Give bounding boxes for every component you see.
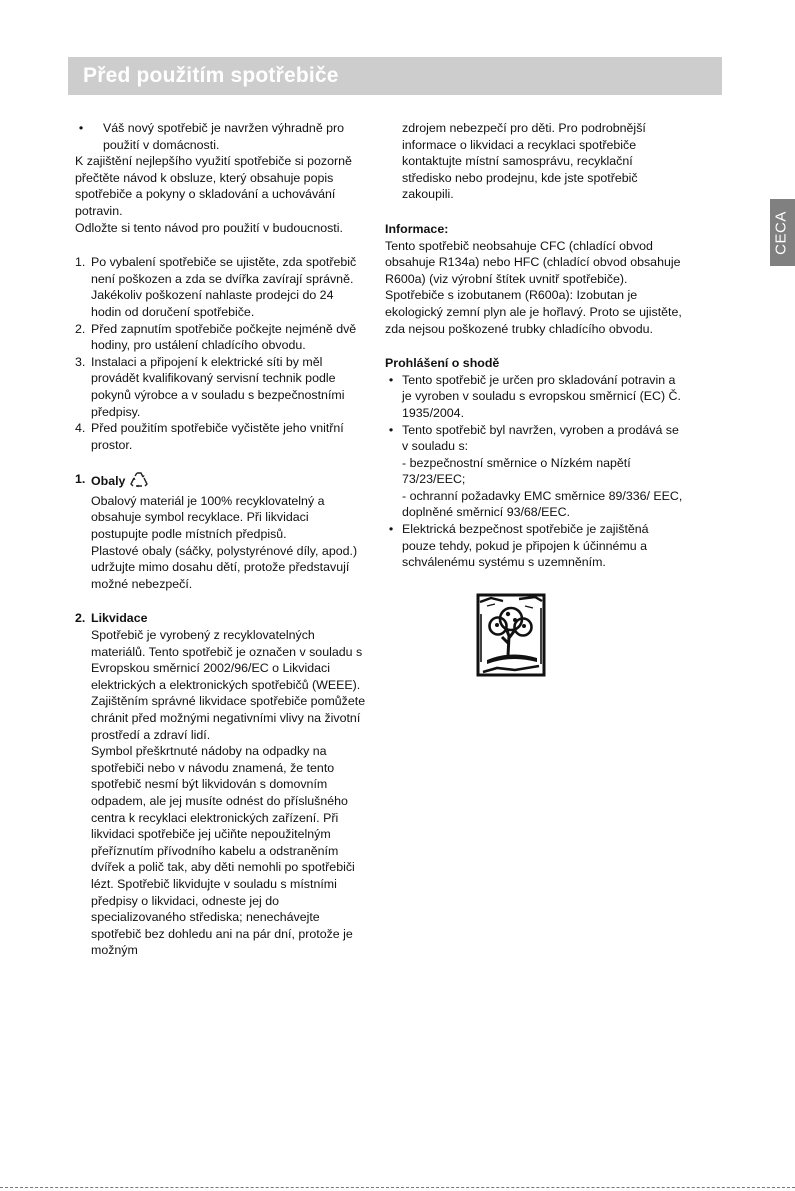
prohlaseni-item-text: Elektrická bezpečnost spotřebiče je zajištěná pouze tehdy, pokud je připojen k účinnému a schválenému systému s uzemněním. — [402, 522, 649, 570]
right-column — [385, 120, 685, 571]
obaly-heading: Obaly — [91, 474, 126, 489]
eco-tree-logo-icon — [475, 592, 547, 683]
likvidace-heading: Likvidace — [91, 611, 148, 626]
steps-list — [75, 254, 367, 453]
bullet-icon: • — [78, 121, 84, 135]
intro-paragraph: K zajištění nejlepšího využití spotřebiče si pozorně přečtěte návod k obsluze, který obsahuje popis spotřebiče a pokyny o skladování a uchovávání potravin. — [75, 154, 352, 218]
likvidace-continuation — [385, 120, 685, 203]
prohlaseni-section — [385, 355, 685, 571]
intro-bullet-text: Váš nový spotřebič je navržen výhradně pro použití v domácnosti. — [103, 121, 345, 152]
step-text: Po vybalení spotřebiče se ujistěte, zda spotřebič není poškozen a zda se dvířka zavírají správně. Jakékoliv poškození nahlaste prodejci do 24 hodin od doručení spotřebiče. — [91, 255, 357, 319]
bottom-rule — [0, 1187, 795, 1188]
likvidace-symbol-text: Symbol přeškrtnuté nádoby na odpadky na spotřebiči nebo v návodu znamená, že tento spotřebič nesmí být likvidován s domovním odpadem, ale jej musíte odnést do příslušného centra k recyklaci elektronických zařízení. Při likvidaci spotřebiče jej učiňte nepoužitelným přeříznutím přívodního kabelu a odstraněním dvířek a polič tak, aby děti nemohli po spotřebiči lézt. Spotřebič likvidujte v souladu s místními předpisy o likvidaci, odneste jej do specializovaného střediska; nenechávejte spotřebič bez dohledu ani na pár dní, protože je možným — [91, 744, 355, 958]
bullet-icon: • — [388, 372, 394, 387]
step-number: 2. — [75, 321, 86, 336]
bullet-icon: • — [388, 422, 394, 437]
list-item — [385, 521, 685, 571]
list-item — [75, 321, 367, 354]
prohlaseni-heading: Prohlášení o shodě — [385, 356, 500, 371]
likvidace-text: Spotřebič je vyrobený z recyklovatelných materiálů. Tento spotřebič je označen v souladu s Evropskou směrnicí 2002/96/EC o Likvidaci elektrických a elektronických spotřebičů (WEEE). Zajištěním správné likvidace spotřebiče pomůžete chránit před možnými negativními vlivy na životní prostředí a zdraví lidí. — [91, 628, 366, 742]
step-text: Instalaci a připojení k elektrické síti by měl provádět kvalifikovaný servisní technik podle pokynů výrobce a v souladu s bezpečnostními předpisy. — [91, 354, 345, 419]
informace-section — [385, 221, 685, 337]
step-text: Před použitím spotřebiče vyčistěte jeho vnitřní prostor. — [91, 421, 344, 452]
list-item — [385, 372, 685, 422]
list-item — [385, 422, 685, 522]
intro-bullet — [75, 120, 367, 153]
page-title: Před použitím spotřebiče — [83, 64, 339, 87]
list-item — [75, 420, 367, 453]
continuation-text: zdrojem nebezpečí pro děti. Pro podrobnější informace o likvidaci a recyklaci spotřebiče kontaktujte místní samosprávu, recyklační středisko nebo prodejnu, kde jste spotřebič zakoupili. — [402, 121, 646, 202]
informace-heading: Informace: — [385, 221, 449, 236]
obaly-number: 1. — [75, 472, 86, 487]
obaly-text: Obalový materiál je 100% recyklovatelný a obsahuje symbol recyklace. Při likvidaci postupujte podle místních předpisů. — [91, 493, 325, 542]
obaly-warning: Plastové obaly (sáčky, polystyrénové díly, apod.) udržujte mimo dosahu dětí, protože představují možné nebezpečí. — [91, 543, 358, 591]
obaly-section — [75, 471, 367, 592]
left-column — [75, 120, 367, 959]
section-header-bar — [68, 57, 722, 95]
language-tab — [770, 199, 795, 266]
prohlaseni-item-text: Tento spotřebič byl navržen, vyroben a prodává se v souladu s: — [402, 422, 679, 454]
step-number: 1. — [75, 255, 86, 270]
prohlaseni-item-text: Tento spotřebič je určen pro skladování potravin a je vyroben v souladu s evropskou směrnicí (EC) Č. 1935/2004. — [402, 372, 681, 420]
list-item — [75, 354, 367, 420]
recycle-icon — [129, 471, 149, 493]
list-item — [75, 254, 367, 320]
intro-keep-note: Odložte si tento návod pro použití v budoucnosti. — [75, 220, 343, 235]
likvidace-section — [75, 610, 367, 958]
informace-text: Tento spotřebič neobsahuje CFC (chladící obvod obsahuje R134a) nebo HFC (chladící obvod obsahuje R600a) (viz výrobní štítek uvnitř spotřebiče). Spotřebiče s izobutanem (R600a): Izobutan je ekologický zemní plyn ale je hořlavý. Proto se ujistěte, zda nejsou poškozené trubky chladícího obvodu. — [385, 238, 682, 336]
step-number: 4. — [75, 421, 86, 436]
prohlaseni-subitem: - bezpečnostní směrnice o Nízkém napětí 73/23/EEC; — [402, 455, 631, 487]
likvidace-number: 2. — [75, 611, 86, 626]
bullet-icon: • — [388, 522, 394, 537]
language-tab-label: CECA — [772, 211, 790, 255]
step-text: Před zapnutím spotřebiče počkejte nejméně dvě hodiny, pro ustálení chladícího obvodu. — [91, 321, 357, 353]
prohlaseni-subitem: - ochranní požadavky EMC směrnice 89/336/ EEC, doplněné směrnicí 93/68/EEC. — [402, 488, 683, 520]
step-number: 3. — [75, 354, 86, 369]
